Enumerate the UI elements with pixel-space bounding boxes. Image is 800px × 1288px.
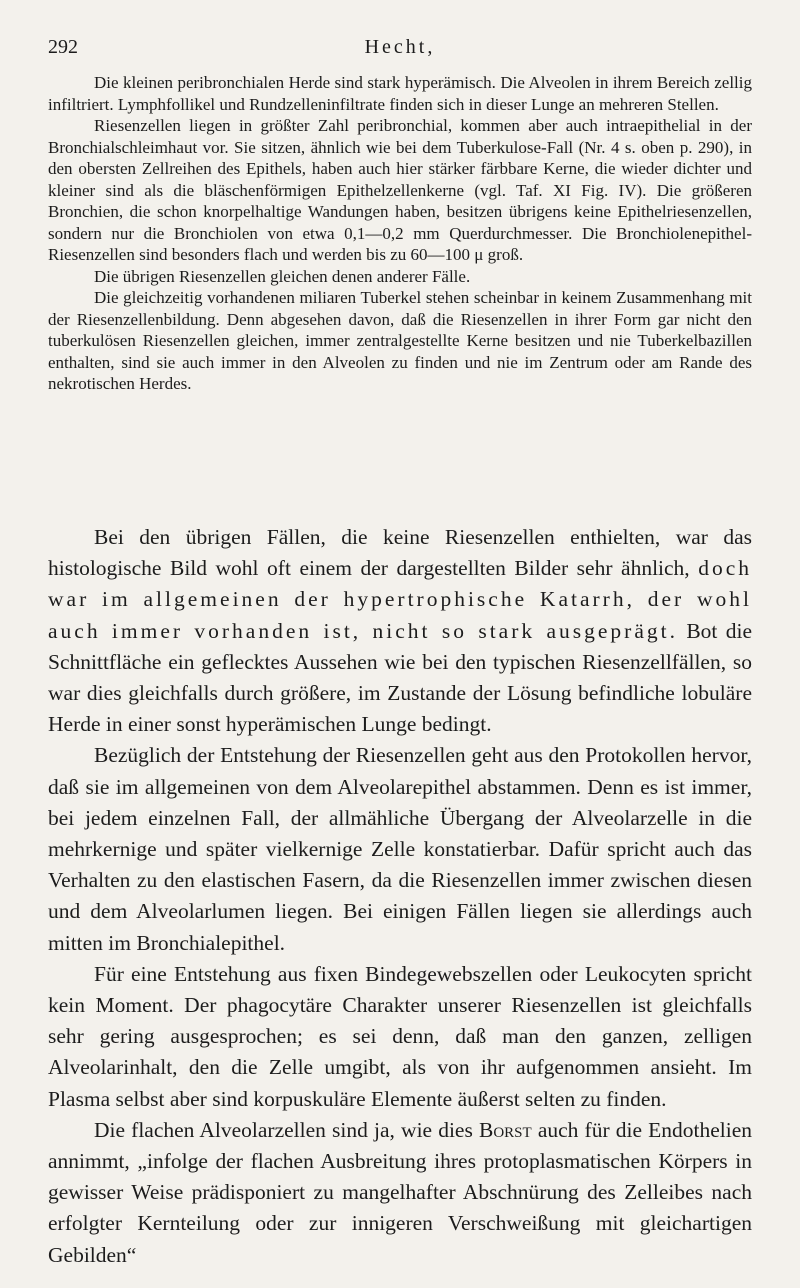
running-head: Hecht, — [364, 36, 436, 58]
small-print-section — [48, 72, 752, 395]
spaced-emphasis: doch war im allgemeinen der hypertrophische Katarrh, der wohl auch immer vorhanden ist, nicht so stark ausgeprägt. — [48, 556, 752, 643]
page-header — [48, 28, 752, 64]
text-run: Die flachen Alveolarzellen sind ja, wie dies — [94, 1117, 473, 1142]
paragraph: Die kleinen peribronchialen Herde sind stark hyperämisch. Die Alveolen in ihrem Bereich zellig infiltriert. Lymphfollikel und Rundzelleninfiltrate finden sich in dieser Lunge an mehreren Stellen. — [48, 73, 752, 114]
text-run: Bei den übrigen Fällen, die keine Riesenzellen enthielten, war das histologische Bild wohl oft einem der dargestellten Bilder sehr ähnlich, — [48, 525, 752, 581]
paragraph: Die übrigen Riesenzellen gleichen denen anderer Fälle. — [94, 266, 471, 286]
main-text-section — [48, 522, 752, 1271]
author-name: Borst — [479, 1117, 532, 1142]
paragraph: Bezüglich der Entstehung der Riesenzellen geht aus den Protokollen hervor, daß sie im allgemeinen von dem Alveolarepithel abstammen. Denn es ist immer, bei jedem einzelnen Fall, der allmähliche Übergang der Alveolarzelle in die mehrkernige und später vielkernige Zelle konstatierbar. Dafür spricht auch das Verhalten zu den elastischen Fasern, da die Riesenzellen immer zwischen diesen und dem Alveolarlumen liegen. Bei einigen Fällen liegen sie allerdings auch mitten im Bronchialepithel. — [48, 743, 752, 955]
text-run: auch für die Endothelien annimmt, „infolge der flachen Ausbreitung ihres protoplasmatischen Körpers in gewisser Weise prädisponiert zu mangelhafter Abschnürung des Zelleibes nach erfolgter Kernteilung oder zur innigeren Verschweißung mit gleichartigen Gebilden“ — [48, 1117, 753, 1267]
text-run: Bot die Schnittfläche ein gefl‍ecktes Aussehen wie bei den typischen Riesenzellfällen, so war dies gleichfalls durch größere, im Zustande der Lösung befindliche lobuläre Herde in einer sonst hyperämischen Lunge bedingt. — [48, 618, 753, 737]
paragraph — [48, 1115, 752, 1271]
paragraph: Für eine Entstehung aus fixen Bindegewebszellen oder Leukocyten spricht kein Moment. Der phagocytäre Charakter unserer Riesenzellen ist gleichfalls sehr gering ausgesprochen; es sei denn, daß man den ganzen, zelligen Alveolarinhalt, den die Zelle umgibt, als von ihr aufgenommen ansieht. Im Plasma selbst aber sind korpuskuläre Elemente äußerst selten zu finden. — [48, 961, 752, 1111]
page-number: 292 — [48, 36, 78, 58]
paragraph: Riesenzellen liegen in größter Zahl peribronchial, kommen aber auch intraepithelial in der Bronchialschleimhaut vor. Sie sitzen, ähnlich wie bei dem Tuberkulose-Fall (Nr. 4 s. oben p. 290), in den obersten Zellreihen des Epithels, haben auch hier stärker färbbare Kerne, die wieder dichter und kleiner sind als die bläschenförmigen Epithelzellenkerne (vgl. Taf. XI Fig. IV). Die größeren Bronchien, die schon knorpelhaltige Wandungen haben, besitzen übrigens keine Epithelriesenzellen, sondern nur die Bronchiolen von etwa 0,1—0,2 mm Querdurchmesser. Die Bronchiolenepithel-Riesenzellen sind besonders flach und werden bis zu 60—100 μ groß. — [48, 116, 752, 264]
paragraph — [48, 522, 752, 740]
paragraph: Die gleichzeitig vorhandenen miliaren Tuberkel stehen scheinbar in keinem Zusammenhang mit der Riesenzellenbildung. Denn abgesehen davon, daß die Riesenzellen in ihrer Form gar nicht den tuberkulösen Riesenzellen gleichen, immer zentralgestellte Kerne besitzen und nie Tuberkelbazillen enthalten, sind sie auch immer in den Alveolen zu finden und nie im Zentrum oder am Rande des nekrotischen Herdes. — [48, 288, 752, 393]
